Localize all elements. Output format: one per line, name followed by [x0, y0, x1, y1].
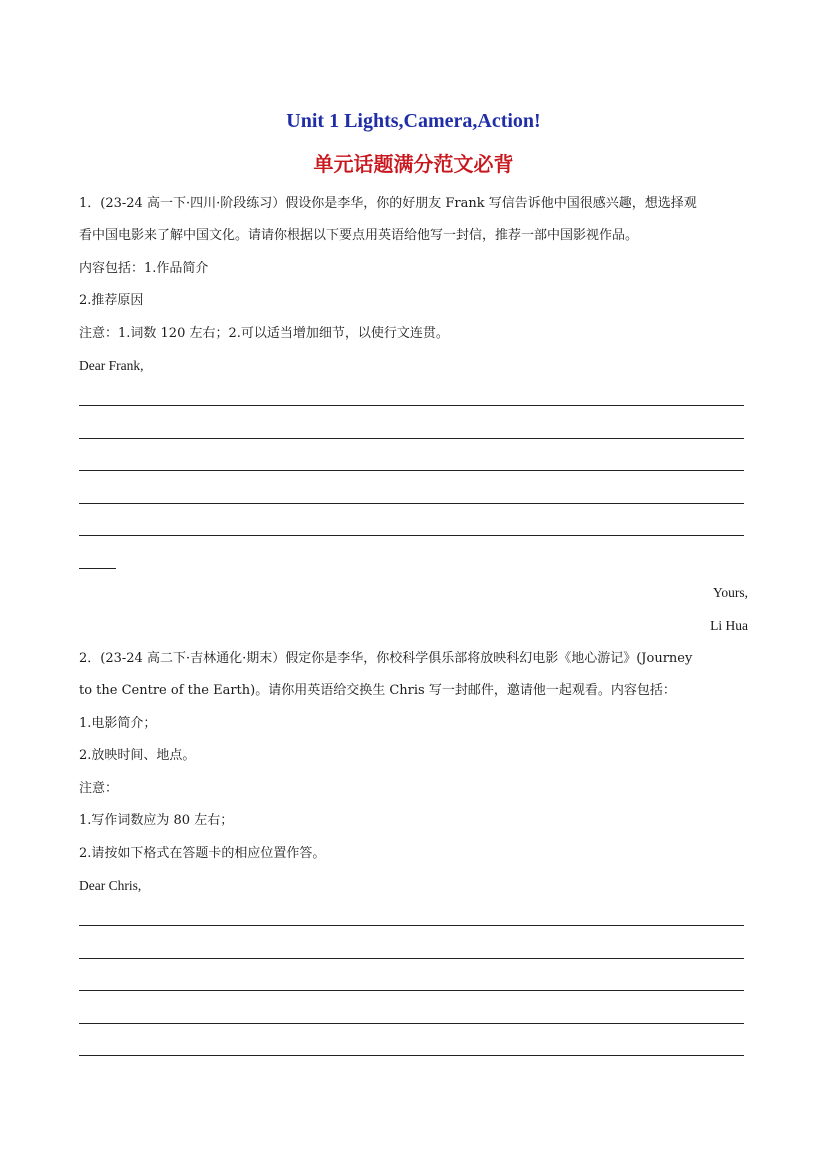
q1-answer-line-5	[79, 535, 744, 536]
q1-salutation: Dear Frank,	[79, 358, 144, 373]
section-title: 单元话题满分范文必背	[313, 152, 514, 176]
q1-answer-line-1	[79, 405, 744, 406]
q1-answer-line-4	[79, 503, 744, 504]
q2-answer-line-1	[79, 925, 744, 926]
q1-signature: Li Hua	[710, 618, 748, 633]
q1-answer-line-3	[79, 470, 744, 471]
q2-note-1: 1.写作词数应为 80 左右；	[79, 813, 234, 828]
q1-content-label: 内容包括：1.作品简介	[79, 261, 209, 276]
q2-answer-line-5	[79, 1055, 744, 1056]
q2-point-2: 2.放映时间、地点。	[79, 748, 196, 763]
q2-note-label: 注意：	[79, 781, 119, 796]
q1-note: 注意：1.词数 120 左右；2.可以适当增加细节，以使行文连贯。	[79, 326, 449, 341]
q1-point-2: 2.推荐原因	[79, 293, 144, 308]
q1-prompt-line-1: 1．(23-24 高一下·四川·阶段练习）假设你是李华，你的好朋友 Frank 写信告诉他中国很感兴趣，想选择观	[79, 196, 697, 211]
q1-answer-line-2	[79, 438, 744, 439]
q2-point-1: 1.电影简介；	[79, 716, 157, 731]
q2-answer-line-4	[79, 1023, 744, 1024]
q1-answer-line-end	[79, 568, 116, 569]
q2-answer-line-3	[79, 990, 744, 991]
q2-note-2: 2.请按如下格式在答题卡的相应位置作答。	[79, 846, 326, 861]
q2-prompt-line-1: 2．(23-24 高二下·吉林通化·期末）假定你是李华，你校科学俱乐部将放映科幻电影《地心游记》(Journey	[79, 651, 693, 666]
q2-prompt-line-2: to the Centre of the Earth)。请你用英语给交换生 Chris 写一封邮件，邀请他一起观看。内容包括：	[79, 683, 676, 698]
unit-title: Unit 1 Lights,Camera,Action!	[286, 110, 541, 132]
q2-salutation: Dear Chris,	[79, 878, 142, 893]
q1-closing: Yours,	[712, 585, 748, 600]
q1-prompt-line-2: 看中国电影来了解中国文化。请请你根据以下要点用英语给他写一封信，推荐一部中国影视作品。	[79, 228, 639, 243]
q2-answer-line-2	[79, 958, 744, 959]
